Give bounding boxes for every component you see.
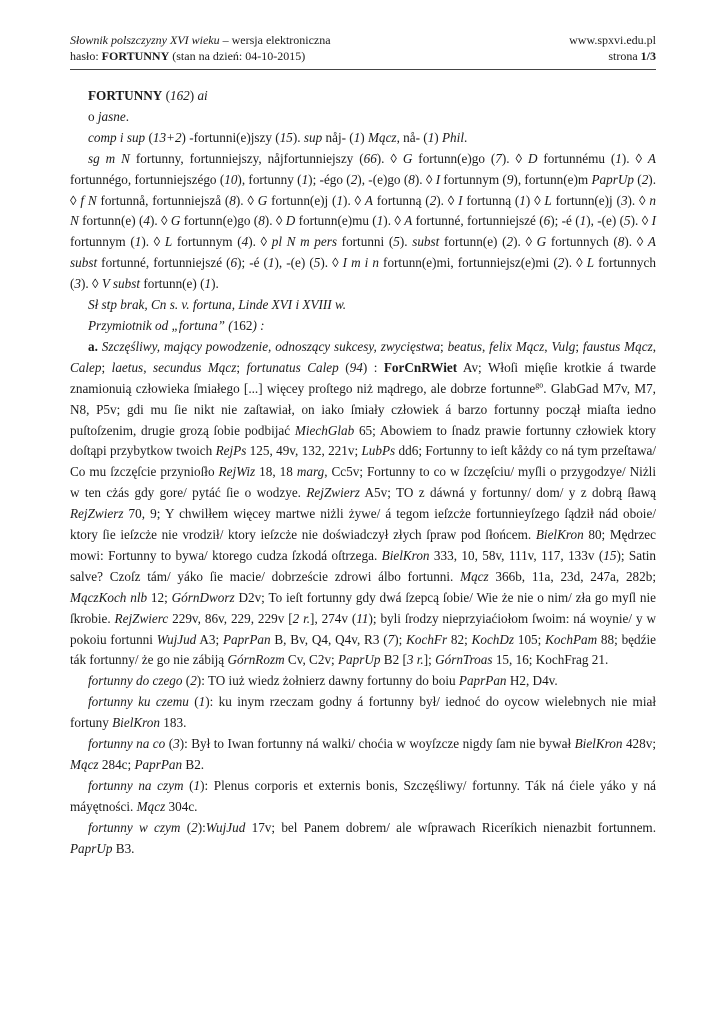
phrase-do-czego: fortunny do czego (2): TO iuż wiedz żołnierz dawny fortunny do boiu PaprPan H2, D4v. [88,673,558,689]
dictionary-title: Słownik polszczyzny XVI wieku – wersja elektroniczna [70,33,331,47]
page-header [70,32,656,64]
pronunciation-line: o jasne. [88,108,130,124]
phrase-w-czym: fortunny w czym (2):WujJud 17v; bel Panem dobrem/ ale wſprawach Riceríkich nienazbit fortunnem. PaprUp B3. [70,819,656,856]
entry-status: hasło: FORTUNNY (stan na dzień: 04-10-2015) [70,49,306,63]
derivation-line: Przymiotnik od „fortuna” (162) : [88,317,265,333]
sense-a-paragraph: a. Szczęśliwy, mający powodzenie, odnoszący sukcesy, zwycięstwa; beatus, felix Mącz, Vulg; faustus Mącz, Calep; laetus, secundus Mącz; fortunatus Calep (94) : ForCnRWiet Av; Włoſi mięſie krotkie á twarde znamionuią człowieka ſmiałego [...] więcey proſtego niż mądrego, ale dobrze fortunne$^{go}$. GlabGad M7v, M7, N8, P5v; gdi mu ſie nikt nie zaſtawiał, on iako ſmiały człowiek á barzo fortunny począł miaſta iedno puſtoſzenim, drugie grozą ſobie podbijać MiechGlab 65; Abowiem to ſnadz prawie fortunny człowiek ktory doſtąpi przybytkow twoich RejPs 125, 49v, 132, 221v; LubPs dd6; Fortunny to ieſt kåżdy co ná tym przeſtawa/ Co mu ſzczęſcie przynioſło RejWiz 18, 18 marg, Cc5v; Fortunny to co w ſzczęſciu/ myſli o przygodzye/ Niżli w ten cżás gdy gore/ pytáć ſie o wodzye. RejZwierz A5v; TO z dáwná y fortunny/ dom/ y z dobrą ſławą RejZwierz 70, 9; Y chwilłem więcey martwe niżli żywe/ á tegom ieſzcże fortunnieyſzego ſądził nád oboie/ ktory ſie ieſzcże nie vrodził/ ktory ieſzcże nie doświadczył złych ſpraw pod ſłońcem. BielKron 80; Mędrzec mowi: Fortunny to bywa/ ktorego cudza ſzkodá oſtrzega. BielKron 333, 10, 58v, 111v, 117, 133v (15); Satin salve? Czoſz tám/ yáko ſie macie/ dobrzeście zdrowi álbo fortunni. Mącz 366b, 11a, 23d, 247a, 282b; MączKoch nlb 12; GórnDworz D2v; To ieſt fortunny gdy dwá ſzepcą ſobie/ Wie że nie o nim/ zła go myſl nie ſkrobie. RejZwierc 229v, 86v, 229, 229v [2 r.], 274v (11); byli ſrodzy nieprzyiaćiołom ſwoim: ná woynie/ y w pokoiu fortunni WujJud A3; PaprPan B, Bv, Q4, Q4v, R3 (7); KochFr 82; KochDz 105; KochPam 88; będźie ták fortunny/ że go nie zábiją GórnRozm Cv, C2v; PaprUp B2 [3 r.]; GórnTroas 15, 16; KochFrag 21. [70,338,657,668]
sources-line: Sł stp brak, Cn s. v. fortuna, Linde XVI i XVIII w. [88,297,347,313]
phrase-na-co: fortunny na co (3): Był to Iwan fortunny ná walki/ choćia w woyſzcze nigdy ſam nie bywał BielKron 428v; Mącz 284c; PaprPan B2. [70,736,656,772]
entry-body [70,86,656,860]
headword-line: FORTUNNY (162) ai [88,88,208,103]
comparison-line: comp i sup (13+2) -fortunni(e)jszy (15). sup nåj- (1) Mącz, nå- (1) Phil. [88,129,468,145]
website-link[interactable]: www.spxvi.edu.pl [569,33,656,47]
header-divider [70,69,656,70]
inflection-paragraph: sg m N fortunny, fortunniejszy, nåjfortunniejszy (66). ◊ G fortunn(e)go (7). ◊ D fortunnému (1). ◊ A fortunnégo, fortunniejszégo (10), fortunny (1); -égo (2), -(e)go (8). ◊ I fortunnym (9), fortunn(e)m PaprUp (2). ◊ f N fortunnå, fortunniejszå (8). ◊ G fortunn(e)j (1). ◊ A fortunną (2). ◊ I fortunną (1) ◊ L fortunn(e)j (3). ◊ n N fortunn(e) (4). ◊ G fortunn(e)go (8). ◊ D fortunn(e)mu (1). ◊ A fortunné, fortunniejszé (6); -é (1), -(e) (5). ◊ I fortunnym (1). ◊ L fortunnym (4). ◊ pl N m pers fortunni (5). subst fortunn(e) (2). ◊ G fortunnych (8). ◊ A subst fortunné, fortunniejszé (6); -é (1), -(e) (5). ◊ I m i n fortunn(e)mi, fortunniejsz(e)mi (2). ◊ L fortunnych (3). ◊ V subst fortunn(e) (1). [70,150,656,292]
phrase-na-czym: fortunny na czym (1): Plenus corporis et externis bonis, Szczęśliwy/ fortunny. Ták ná ćiele yáko y ná máyętności. Mącz 304c. [70,777,656,814]
phrase-ku-czemu: fortunny ku czemu (1): ku inym rzeczam godny á fortunny był/ iednoć do oycow wielebnych nie miał fortuny BielKron 183. [70,694,657,731]
page-number: strona 1/3 [608,49,656,63]
